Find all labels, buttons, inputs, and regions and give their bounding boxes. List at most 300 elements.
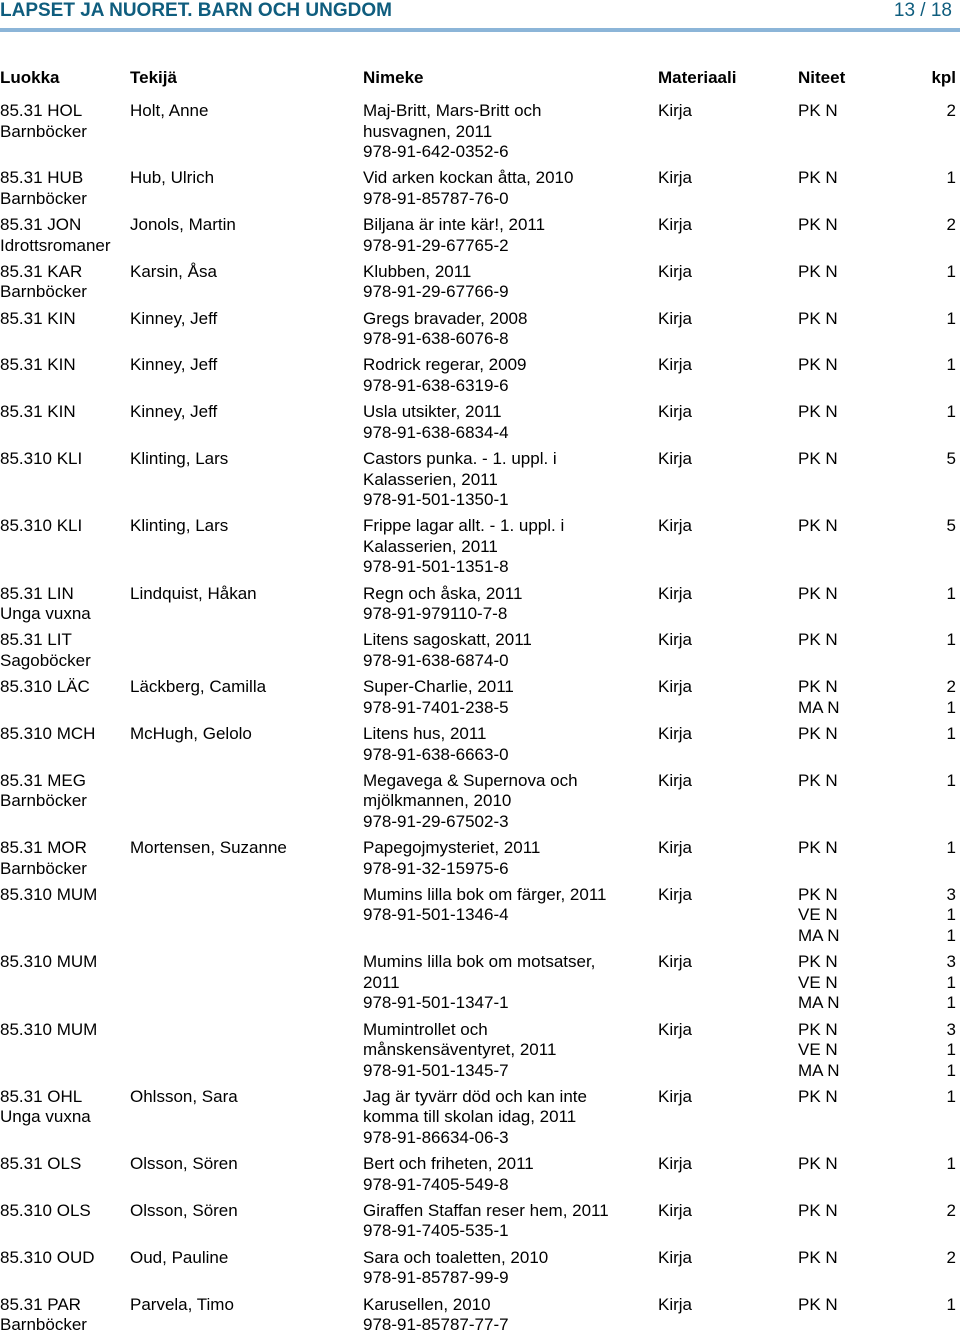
kpl-value: 1 <box>946 724 956 744</box>
cell-tekija <box>130 1248 228 1269</box>
page-number: 13 / 18 <box>893 0 952 21</box>
table-row <box>0 309 960 350</box>
kpl-value: 1 <box>946 1060 956 1080</box>
cell-materiaali <box>658 952 692 973</box>
tekija-line: Mortensen, Suzanne <box>130 838 287 858</box>
kpl-value: 2 <box>946 101 956 120</box>
nimeke-line: Maj-Britt, Mars-Britt och <box>363 101 542 120</box>
niteet-code: PK N <box>798 724 838 744</box>
nimeke-line: Usla utsikter, 2011 <box>363 402 502 422</box>
materiaali-line: Kirja <box>658 261 693 281</box>
cell-kpl <box>947 1020 956 1082</box>
niteet-code: PK N <box>798 1019 838 1039</box>
kpl-value: 1 <box>946 1086 956 1106</box>
niteet-code: PK N <box>798 677 838 697</box>
cell-luokka <box>0 355 76 376</box>
nimeke-line: 978-91-638-6319-6 <box>363 375 509 395</box>
nimeke-line: 978-91-85787-99-9 <box>363 1268 509 1288</box>
page-header <box>0 0 960 28</box>
materiaali-line: Kirja <box>658 724 693 744</box>
materiaali-line: Kirja <box>658 355 693 375</box>
cell-tekija <box>130 516 228 537</box>
cell-tekija <box>130 262 217 283</box>
cell-nimeke <box>363 1295 509 1336</box>
materiaali-line: Kirja <box>658 1247 693 1267</box>
kpl-value: 1 <box>946 697 956 717</box>
kpl-value: 3 <box>946 1019 956 1039</box>
kpl-value: 2 <box>946 215 956 235</box>
cell-luokka <box>0 402 76 423</box>
luokka-line: 85.31 HUB <box>0 168 84 188</box>
niteet-code: PK N <box>798 215 838 235</box>
niteet-code: MA N <box>798 993 840 1013</box>
cell-niteet <box>798 355 838 376</box>
nimeke-line: Mumins lilla bok om motsatser, <box>363 952 596 972</box>
cell-tekija <box>130 724 252 745</box>
luokka-line: Barnböcker <box>0 121 87 141</box>
nimeke-line: Litens sagoskatt, 2011 <box>363 630 532 650</box>
niteet-code: PK N <box>798 1154 838 1174</box>
cell-niteet <box>798 1020 840 1082</box>
cell-nimeke <box>363 724 509 765</box>
kpl-value: 1 <box>946 355 956 375</box>
cell-tekija <box>130 355 217 376</box>
luokka-line: 85.31 KIN <box>0 355 76 375</box>
luokka-line: Barnböcker <box>0 791 87 811</box>
nimeke-line: Jag är tyvärr död och kan inte <box>363 1086 587 1106</box>
cell-nimeke <box>363 402 509 443</box>
cell-niteet <box>798 309 838 330</box>
column-header-nimeke: Nimeke <box>363 68 424 87</box>
materiaali-line: Kirja <box>658 677 693 697</box>
nimeke-line: Vid arken kockan åtta, 2010 <box>363 168 574 188</box>
luokka-line: 85.31 KAR <box>0 261 83 281</box>
cell-luokka <box>0 168 87 209</box>
nimeke-line: husvagnen, 2011 <box>363 121 493 141</box>
materiaali-line: Kirja <box>658 1294 693 1314</box>
kpl-value: 1 <box>946 838 956 858</box>
luokka-line: 85.31 MOR <box>0 838 87 858</box>
nimeke-line: 978-91-501-1351-8 <box>363 557 509 577</box>
cell-nimeke <box>363 1020 556 1082</box>
nimeke-line: Papegojmysteriet, 2011 <box>363 838 541 858</box>
table-row <box>0 1248 960 1289</box>
nimeke-line: komma till skolan idag, 2011 <box>363 1107 577 1127</box>
cell-tekija <box>130 1201 238 1222</box>
cell-kpl <box>947 1154 956 1175</box>
cell-kpl <box>947 449 956 470</box>
tekija-line: Olsson, Sören <box>130 1200 238 1220</box>
cell-materiaali <box>658 1295 692 1316</box>
kpl-value: 3 <box>946 884 956 904</box>
luokka-line: 85.310 OUD <box>0 1247 95 1267</box>
niteet-code: PK N <box>798 1247 838 1267</box>
kpl-value: 1 <box>946 402 956 422</box>
cell-niteet <box>798 101 838 122</box>
nimeke-line: Biljana är inte kär!, 2011 <box>363 215 546 235</box>
cell-kpl <box>947 262 956 283</box>
cell-kpl <box>947 1295 956 1316</box>
table-row <box>0 262 960 303</box>
cell-niteet <box>798 677 840 718</box>
cell-kpl <box>947 630 956 651</box>
cell-kpl <box>947 215 956 236</box>
cell-nimeke <box>363 262 509 303</box>
cell-nimeke <box>363 1248 548 1289</box>
tekija-line: Läckberg, Camilla <box>130 677 267 697</box>
cell-kpl <box>947 724 956 745</box>
cell-materiaali <box>658 771 692 792</box>
table-row <box>0 101 960 163</box>
niteet-code: PK N <box>798 770 838 790</box>
materiaali-line: Kirja <box>658 101 693 120</box>
nimeke-line: 978-91-501-1347-1 <box>363 993 509 1013</box>
cell-tekija <box>130 1295 234 1316</box>
cell-luokka <box>0 584 91 625</box>
luokka-line: Barnböcker <box>0 858 87 878</box>
nimeke-line: 978-91-638-6076-8 <box>363 329 509 349</box>
catalog-table <box>0 101 960 1341</box>
table-row <box>0 168 960 209</box>
cell-materiaali <box>658 516 692 537</box>
table-row <box>0 215 960 256</box>
cell-nimeke <box>363 838 540 879</box>
cell-materiaali <box>658 1248 692 1269</box>
cell-kpl <box>947 402 956 423</box>
nimeke-line: Mumintrollet och <box>363 1019 488 1039</box>
cell-nimeke <box>363 771 578 833</box>
kpl-value: 5 <box>946 449 956 469</box>
cell-tekija <box>130 309 217 330</box>
table-row <box>0 449 960 511</box>
cell-luokka <box>0 1248 95 1269</box>
cell-materiaali <box>658 168 692 189</box>
nimeke-line: Regn och åska, 2011 <box>363 583 523 603</box>
materiaali-line: Kirja <box>658 402 693 422</box>
nimeke-line: Klubben, 2011 <box>363 261 472 281</box>
cell-niteet <box>798 168 838 189</box>
niteet-code: PK N <box>798 1086 838 1106</box>
cell-kpl <box>947 1087 956 1108</box>
niteet-code: PK N <box>798 261 838 281</box>
niteet-code: VE N <box>798 1040 838 1060</box>
cell-kpl <box>947 838 956 859</box>
cell-nimeke <box>363 885 606 926</box>
nimeke-line: månskensäventyret, 2011 <box>363 1040 557 1060</box>
kpl-value: 1 <box>946 308 956 328</box>
tekija-line: Hub, Ulrich <box>130 168 215 188</box>
nimeke-line: Kalasserien, 2011 <box>363 469 498 489</box>
cell-luokka <box>0 101 87 142</box>
materiaali-line: Kirja <box>658 583 693 603</box>
luokka-line: 85.310 MUM <box>0 884 98 904</box>
luokka-line: 85.31 KIN <box>0 308 76 328</box>
cell-niteet <box>798 262 838 283</box>
luokka-line: 85.31 LIN <box>0 583 74 603</box>
niteet-code: PK N <box>798 402 838 422</box>
cell-luokka <box>0 677 90 698</box>
luokka-line: Unga vuxna <box>0 1107 91 1127</box>
nimeke-line: Rodrick regerar, 2009 <box>363 355 527 375</box>
niteet-code: PK N <box>798 449 838 469</box>
cell-materiaali <box>658 724 692 745</box>
cell-materiaali <box>658 584 692 605</box>
table-row <box>0 838 960 879</box>
table-row <box>0 355 960 396</box>
cell-tekija <box>130 402 217 423</box>
nimeke-line: 978-91-85787-76-0 <box>363 188 509 208</box>
cell-materiaali <box>658 677 692 698</box>
table-row <box>0 1087 960 1149</box>
luokka-line: Unga vuxna <box>0 604 91 624</box>
luokka-line: 85.31 OHL <box>0 1086 83 1106</box>
nimeke-line: Giraffen Staffan reser hem, 2011 <box>363 1200 609 1220</box>
table-row <box>0 952 960 1014</box>
luokka-line: 85.310 MUM <box>0 952 98 972</box>
kpl-value: 3 <box>946 952 956 972</box>
nimeke-line: Super-Charlie, 2011 <box>363 677 514 697</box>
cell-luokka <box>0 1201 91 1222</box>
cell-niteet <box>798 1201 838 1222</box>
niteet-code: PK N <box>798 516 838 536</box>
cell-tekija <box>130 1087 238 1108</box>
cell-tekija <box>130 168 214 189</box>
cell-materiaali <box>658 1201 692 1222</box>
nimeke-line: 978-91-32-15975-6 <box>363 858 509 878</box>
cell-niteet <box>798 516 838 537</box>
nimeke-line: Kalasserien, 2011 <box>363 536 498 556</box>
niteet-code: PK N <box>798 884 838 904</box>
column-header-kpl: kpl <box>931 68 956 87</box>
luokka-line: 85.31 JON <box>0 215 82 235</box>
niteet-code: PK N <box>798 838 838 858</box>
kpl-value: 1 <box>946 630 956 650</box>
cell-materiaali <box>658 309 692 330</box>
tekija-line: Kinney, Jeff <box>130 308 218 328</box>
luokka-line: Barnböcker <box>0 282 87 302</box>
cell-materiaali <box>658 215 692 236</box>
kpl-value: 2 <box>946 1200 956 1220</box>
table-row <box>0 402 960 443</box>
cell-kpl <box>947 677 956 718</box>
table-row <box>0 584 960 625</box>
table-row <box>0 1020 960 1082</box>
cell-luokka <box>0 771 87 812</box>
materiaali-line: Kirja <box>658 770 693 790</box>
table-row <box>0 885 960 947</box>
cell-kpl <box>947 771 956 792</box>
niteet-code: PK N <box>798 1294 838 1314</box>
cell-tekija <box>130 838 287 859</box>
table-row <box>0 677 960 718</box>
materiaali-line: Kirja <box>658 516 693 536</box>
tekija-line: Klinting, Lars <box>130 449 229 469</box>
cell-tekija <box>130 101 208 122</box>
luokka-line: 85.310 KLI <box>0 516 83 536</box>
nimeke-line: 978-91-29-67765-2 <box>363 235 509 255</box>
cell-luokka <box>0 262 87 303</box>
niteet-code: PK N <box>798 630 838 650</box>
luokka-line: 85.31 KIN <box>0 402 76 422</box>
cell-kpl <box>947 952 956 1014</box>
cell-nimeke <box>363 168 573 209</box>
column-header-luokka: Luokka <box>0 68 60 87</box>
nimeke-line: 978-91-7405-549-8 <box>363 1174 509 1194</box>
niteet-code: PK N <box>798 952 838 972</box>
niteet-code: PK N <box>798 168 838 188</box>
materiaali-line: Kirja <box>658 1019 693 1039</box>
luokka-line: 85.31 PAR <box>0 1294 81 1314</box>
cell-materiaali <box>658 262 692 283</box>
nimeke-line: 978-91-501-1346-4 <box>363 905 509 925</box>
cell-nimeke <box>363 1087 587 1149</box>
cell-kpl <box>947 101 956 122</box>
nimeke-line: 978-91-85787-77-7 <box>363 1315 509 1335</box>
nimeke-line: 978-91-29-67502-3 <box>363 811 509 831</box>
nimeke-line: 978-91-29-67766-9 <box>363 282 509 302</box>
niteet-code: MA N <box>798 697 840 717</box>
nimeke-line: 978-91-638-6834-4 <box>363 422 509 442</box>
table-row <box>0 630 960 671</box>
cell-kpl <box>947 584 956 605</box>
kpl-value: 1 <box>946 1294 956 1314</box>
luokka-line: 85.310 KLI <box>0 449 83 469</box>
niteet-code: MA N <box>798 925 840 945</box>
column-header-niteet: Niteet <box>798 68 846 87</box>
cell-niteet <box>798 402 838 423</box>
cell-niteet <box>798 724 838 745</box>
niteet-code: MA N <box>798 1060 840 1080</box>
page-title: LAPSET JA NUORET. BARN OCH UNGDOM <box>0 0 392 21</box>
cell-niteet <box>798 630 838 651</box>
kpl-value: 1 <box>946 972 956 992</box>
cell-niteet <box>798 1087 838 1108</box>
cell-niteet <box>798 885 840 947</box>
header-rule <box>0 28 960 32</box>
cell-kpl <box>947 885 956 947</box>
cell-kpl <box>947 309 956 330</box>
cell-tekija <box>130 215 236 236</box>
tekija-line: Jonols, Martin <box>130 215 236 235</box>
cell-luokka <box>0 516 82 537</box>
kpl-value: 1 <box>946 1154 956 1174</box>
materiaali-line: Kirja <box>658 1200 693 1220</box>
cell-niteet <box>798 449 838 470</box>
cell-materiaali <box>658 1154 692 1175</box>
cell-niteet <box>798 771 838 792</box>
nimeke-line: Karusellen, 2010 <box>363 1294 491 1314</box>
cell-kpl <box>947 1248 956 1269</box>
tekija-line: Oud, Pauline <box>130 1247 229 1267</box>
nimeke-line: 978-91-86634-06-3 <box>363 1127 509 1147</box>
nimeke-line: Megavega & Supernova och <box>363 770 578 790</box>
kpl-value: 2 <box>946 677 956 697</box>
luokka-line: Sagoböcker <box>0 650 91 670</box>
cell-luokka <box>0 838 87 879</box>
kpl-value: 1 <box>946 1040 956 1060</box>
nimeke-line: Sara och toaletten, 2010 <box>363 1247 549 1267</box>
materiaali-line: Kirja <box>658 630 693 650</box>
nimeke-line: 978-91-7405-535-1 <box>363 1221 509 1241</box>
luokka-line: 85.31 HOL <box>0 101 83 120</box>
tekija-line: Holt, Anne <box>130 101 209 120</box>
cell-nimeke <box>363 1201 609 1242</box>
kpl-value: 1 <box>946 770 956 790</box>
cell-nimeke <box>363 677 514 718</box>
cell-kpl <box>947 355 956 376</box>
cell-tekija <box>130 584 257 605</box>
cell-nimeke <box>363 516 564 578</box>
table-row <box>0 1295 960 1336</box>
cell-materiaali <box>658 838 692 859</box>
nimeke-line: 978-91-7401-238-5 <box>363 697 509 717</box>
kpl-value: 1 <box>946 583 956 603</box>
cell-luokka <box>0 724 95 745</box>
niteet-code: PK N <box>798 308 838 328</box>
kpl-value: 1 <box>946 261 956 281</box>
niteet-code: VE N <box>798 972 838 992</box>
cell-luokka <box>0 1154 81 1175</box>
kpl-value: 2 <box>946 1247 956 1267</box>
cell-nimeke <box>363 952 595 1014</box>
nimeke-line: 978-91-638-6874-0 <box>363 650 509 670</box>
kpl-value: 5 <box>946 516 956 536</box>
niteet-code: PK N <box>798 583 838 603</box>
nimeke-line: Frippe lagar allt. - 1. uppl. i <box>363 516 565 536</box>
cell-tekija <box>130 1154 238 1175</box>
kpl-value: 1 <box>946 905 956 925</box>
cell-niteet <box>798 1154 838 1175</box>
tekija-line: McHugh, Gelolo <box>130 724 252 744</box>
column-header-materiaali: Materiaali <box>658 68 737 87</box>
cell-materiaali <box>658 355 692 376</box>
niteet-code: PK N <box>798 101 838 120</box>
materiaali-line: Kirja <box>658 168 693 188</box>
kpl-value: 1 <box>946 925 956 945</box>
column-headers <box>0 68 960 90</box>
cell-luokka <box>0 885 97 906</box>
luokka-line: 85.31 LIT <box>0 630 72 650</box>
luokka-line: Idrottsromaner <box>0 235 111 255</box>
materiaali-line: Kirja <box>658 308 693 328</box>
nimeke-line: Bert och friheten, 2011 <box>363 1154 534 1174</box>
luokka-line: 85.310 OLS <box>0 1200 91 1220</box>
cell-nimeke <box>363 309 527 350</box>
cell-kpl <box>947 516 956 537</box>
niteet-code: VE N <box>798 905 838 925</box>
nimeke-line: Litens hus, 2011 <box>363 724 487 744</box>
cell-materiaali <box>658 1020 692 1041</box>
materiaali-line: Kirja <box>658 1154 693 1174</box>
materiaali-line: Kirja <box>658 838 693 858</box>
cell-materiaali <box>658 402 692 423</box>
column-header-tekija: Tekijä <box>130 68 177 87</box>
nimeke-line: Gregs bravader, 2008 <box>363 308 528 328</box>
materiaali-line: Kirja <box>658 449 693 469</box>
table-row <box>0 1154 960 1195</box>
cell-niteet <box>798 584 838 605</box>
cell-niteet <box>798 952 840 1014</box>
cell-luokka <box>0 952 97 973</box>
cell-kpl <box>947 1201 956 1222</box>
materiaali-line: Kirja <box>658 215 693 235</box>
cell-nimeke <box>363 449 557 511</box>
luokka-line: 85.310 MCH <box>0 724 96 744</box>
nimeke-line: 978-91-638-6663-0 <box>363 744 509 764</box>
cell-materiaali <box>658 101 692 122</box>
nimeke-line: 978-91-642-0352-6 <box>363 142 509 161</box>
table-row <box>0 771 960 833</box>
